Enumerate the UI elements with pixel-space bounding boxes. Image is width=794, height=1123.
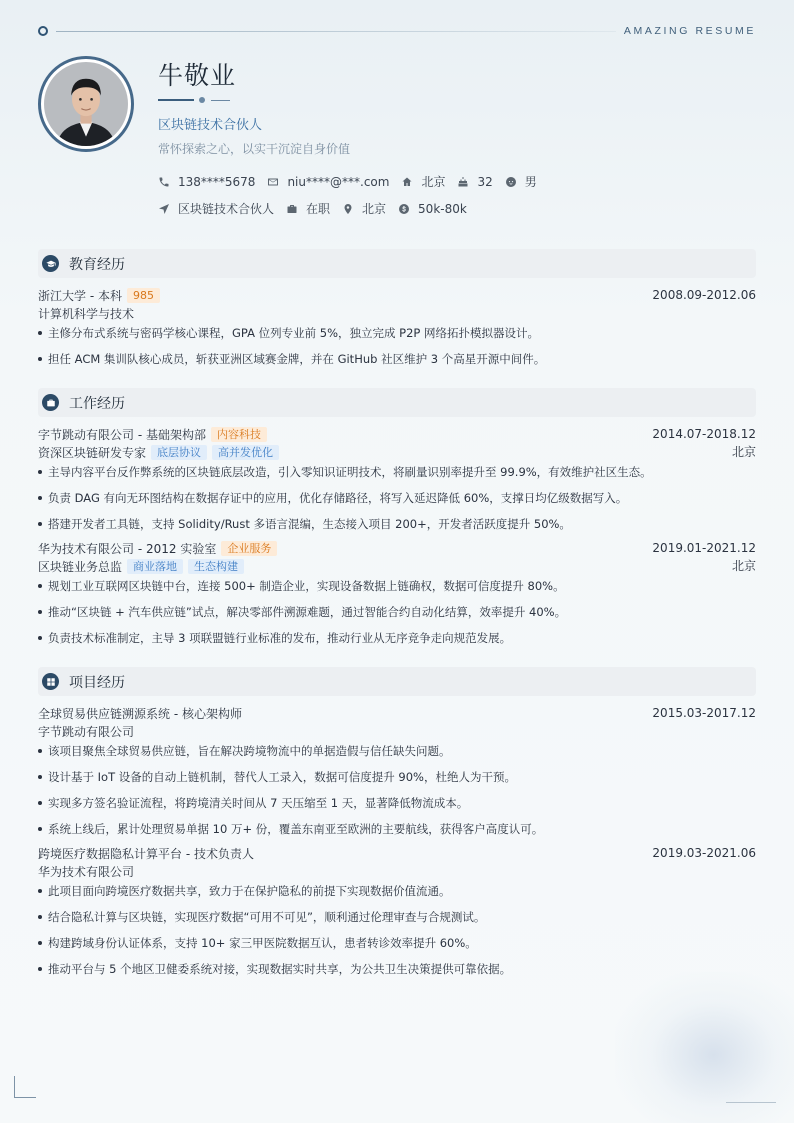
project-name-row — [38, 704, 756, 722]
list-item: 搭建开发者工具链，支持 Solidity/Rust 多语言混编，生态接入项目 200+，开发者活跃度提升 50%。 — [38, 515, 756, 533]
role-tag: 底层协议 — [151, 445, 207, 460]
work-city: 北京 — [731, 445, 756, 459]
list-item: 推动“区块链 + 汽车供应链”试点，解决零部件溯源难题，通过智能合约自动化结算，效率提升 40%。 — [38, 603, 756, 621]
header-rule — [56, 31, 616, 32]
avatar — [38, 56, 134, 152]
work-entry-2 — [38, 539, 756, 647]
work-section-header — [38, 388, 756, 417]
project-name: 跨境医疗数据隐私计算平台 - 技术负责人 — [38, 846, 254, 861]
work-entry-1 — [38, 425, 756, 533]
briefcase-icon — [286, 203, 298, 215]
age-text: 32 — [477, 174, 493, 189]
header-ring-decoration — [38, 26, 48, 36]
cake-icon — [457, 176, 469, 188]
email-text: niu****@***.com — [287, 174, 390, 189]
salary-item — [398, 202, 467, 216]
work-section-title: 工作经历 — [69, 395, 125, 412]
email-item — [267, 175, 389, 189]
education-entry — [38, 286, 756, 368]
brand-label: AMAZING RESUME — [623, 25, 756, 37]
project-section-title: 项目经历 — [69, 674, 125, 691]
project-section-header — [38, 667, 756, 696]
work-company-row — [38, 539, 756, 557]
send-icon — [158, 203, 170, 215]
company-tag: 企业服务 — [221, 541, 277, 556]
school-tag: 985 — [127, 288, 160, 303]
gender-text: 男 — [524, 175, 537, 189]
education-section-title: 教育经历 — [69, 256, 125, 273]
work-bullets — [38, 577, 756, 647]
project-name: 全球贸易供应链溯源系统 - 核心架构师 — [38, 706, 242, 721]
target-position-text: 区块链技术合伙人 — [178, 202, 275, 216]
education-major-row — [38, 304, 756, 322]
role-name: 资深区块链研发专家 — [38, 445, 147, 460]
education-section-header — [38, 249, 756, 278]
school-name: 浙江大学 - 本科 — [38, 288, 122, 303]
project-org-row — [38, 722, 756, 740]
list-item: 负责技术标准制定，主导 3 项联盟链行业标准的发布，推动行业从无序竞争走向规范发展。 — [38, 629, 756, 647]
list-item: 推动平台与 5 个地区卫健委系统对接，实现数据实时共享，为公共卫生决策提供可靠依据。 — [38, 960, 756, 978]
list-item: 实现多方签名验证流程，将跨境清关时间从 7 天压缩至 1 天，显著降低物流成本。 — [38, 794, 756, 812]
target-city-item — [342, 200, 386, 217]
education-school-row — [38, 286, 756, 304]
project-bullets — [38, 742, 756, 838]
employment-status-text: 在职 — [306, 202, 331, 216]
contact-row — [158, 173, 549, 190]
project-date: 2019.03-2021.06 — [652, 846, 756, 860]
target-city-text: 北京 — [362, 202, 387, 216]
avatar-photo-icon — [44, 62, 128, 146]
list-item: 设计基于 IoT 设备的自动上链机制，替代人工录入，数据可信度提升 90%，杜绝人为干预。 — [38, 768, 756, 786]
work-role-row — [38, 443, 756, 461]
target-position-item — [158, 200, 274, 217]
work-role-row — [38, 557, 756, 575]
project-name-row — [38, 844, 756, 862]
briefcase-section-icon — [42, 394, 59, 411]
company-name: 华为技术有限公司 - 2012 实验室 — [38, 541, 217, 556]
project-date: 2015.03-2017.12 — [652, 706, 756, 720]
corner-decoration — [14, 1076, 36, 1098]
salary-icon — [398, 203, 410, 215]
age-item — [457, 175, 492, 189]
project-entry-2 — [38, 844, 756, 978]
project-bullets — [38, 882, 756, 978]
project-org: 华为技术有限公司 — [38, 864, 135, 879]
phone-text: 138****5678 — [178, 174, 256, 189]
mail-icon — [267, 176, 279, 188]
list-item: 主导内容平台反作弊系统的区块链底层改造，引入零知识证明技术，将刷量识别率提升至 99.9%，有效维护社区生态。 — [38, 463, 756, 481]
phone-icon — [158, 176, 170, 188]
phone-item — [158, 175, 255, 189]
footer-rule — [726, 1102, 776, 1103]
role-tag: 高并发优化 — [212, 445, 279, 460]
blur-decoration — [615, 972, 794, 1123]
company-tag: 内容科技 — [211, 427, 267, 442]
gender-item — [505, 173, 537, 190]
work-date: 2014.07-2018.12 — [652, 427, 756, 441]
grid-icon — [42, 673, 59, 690]
education-bullets — [38, 324, 756, 368]
name-underline-decoration — [158, 95, 238, 105]
list-item: 构建跨域身份认证体系，支持 10+ 家三甲医院数据互认，患者转诊效率提升 60%。 — [38, 934, 756, 952]
list-item: 此项目面向跨境医疗数据共享，致力于在保护隐私的前提下实现数据价值流通。 — [38, 882, 756, 900]
role-tag: 商业落地 — [127, 559, 183, 574]
home-icon — [401, 176, 413, 188]
list-item: 结合隐私计算与区块链，实现医疗数据“可用不可见”，顺利通过伦理审查与合规测试。 — [38, 908, 756, 926]
list-item: 负责 DAG 有向无环图结构在数据存证中的应用，优化存储路径，将写入延迟降低 60%，支撑日均亿级数据写入。 — [38, 489, 756, 507]
list-item: 主修分布式系统与密码学核心课程，GPA 位列专业前 5%，独立完成 P2P 网络拓扑模拟器设计。 — [38, 324, 756, 342]
major-name: 计算机科学与技术 — [38, 306, 135, 321]
list-item: 系统上线后，累计处理贸易单据 10 万+ 份，覆盖东南亚至欧洲的主要航线，获得客户高度认可。 — [38, 820, 756, 838]
project-org: 字节跳动有限公司 — [38, 724, 135, 739]
work-city: 北京 — [731, 559, 756, 573]
employment-status-item — [286, 200, 330, 217]
gender-icon — [505, 176, 517, 188]
job-title: 区块链技术合伙人 — [158, 118, 263, 133]
list-item: 规划工业互联网区块链中台，连接 500+ 制造企业，实现设备数据上链确权，数据可信度提升 80%。 — [38, 577, 756, 595]
status-row — [158, 200, 479, 217]
list-item: 该项目聚焦全球贸易供应链，旨在解决跨境物流中的单据造假与信任缺失问题。 — [38, 742, 756, 760]
work-company-row — [38, 425, 756, 443]
person-name: 牛敬业 — [158, 61, 237, 90]
salary-text: 50k-80k — [418, 201, 467, 216]
location-icon — [342, 203, 354, 215]
education-date: 2008.09-2012.06 — [652, 288, 756, 302]
role-tag: 生态构建 — [188, 559, 244, 574]
graduation-cap-icon — [42, 255, 59, 272]
work-date: 2019.01-2021.12 — [652, 541, 756, 555]
hometown-item — [401, 173, 445, 190]
list-item: 担任 ACM 集训队核心成员，斩获亚洲区域赛金牌，并在 GitHub 社区维护 3 个高星开源中间件。 — [38, 350, 756, 368]
project-entry-1 — [38, 704, 756, 838]
motto: 常怀探索之心，以实干沉淀自身价值 — [158, 142, 351, 156]
work-bullets — [38, 463, 756, 533]
role-name: 区块链业务总监 — [38, 559, 123, 574]
hometown-text: 北京 — [421, 175, 446, 189]
project-org-row — [38, 862, 756, 880]
company-name: 字节跳动有限公司 - 基础架构部 — [38, 427, 206, 442]
